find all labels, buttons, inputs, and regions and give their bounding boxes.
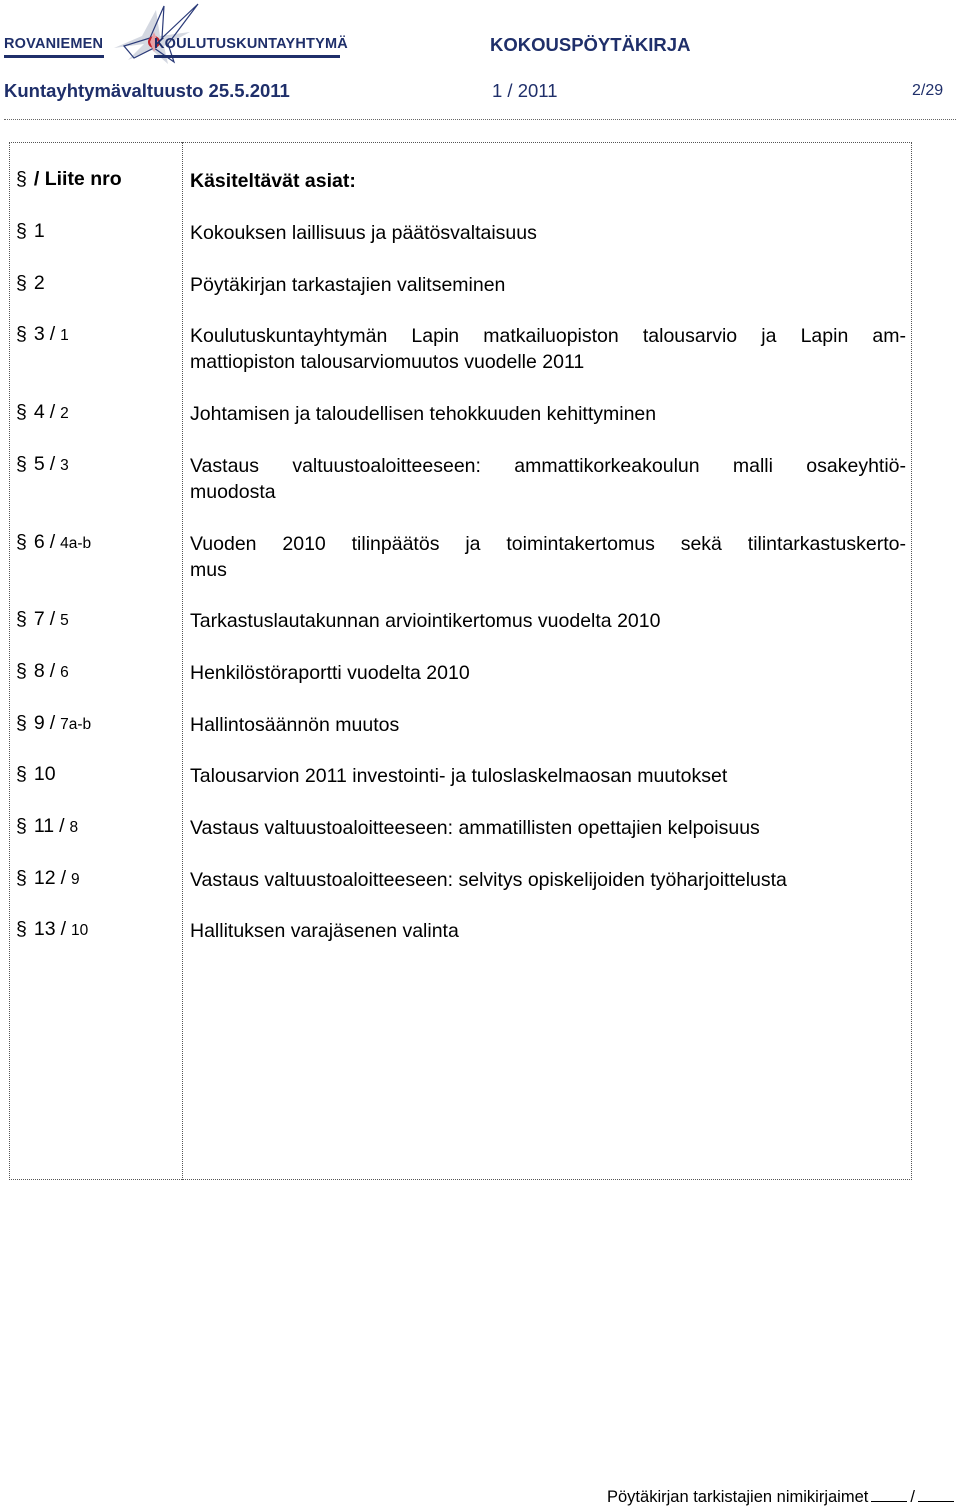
number-separator: / [60, 918, 66, 940]
agenda-item-number [16, 220, 45, 243]
section-number: 12 [33, 867, 56, 889]
section-symbol-icon: § [16, 867, 27, 889]
section-number: 10 [33, 763, 56, 785]
agenda-item-number [16, 660, 69, 683]
title-line: mattiopiston talousarviomuutos vuodelle 2011 [190, 351, 585, 373]
agenda-item-number [16, 763, 56, 786]
agenda-item-number [16, 712, 91, 735]
page-number: 2/29 [912, 82, 944, 99]
agenda-item-title [190, 272, 906, 298]
agenda-item-title [190, 867, 906, 893]
number-separator: / [49, 531, 56, 553]
agenda-item-title [190, 323, 906, 375]
logo-underline-right [154, 55, 340, 58]
agenda-column-divider [182, 142, 183, 1180]
agenda-item-title [190, 531, 906, 583]
attachment-number: 10 [70, 922, 89, 939]
attachment-number: 5 [60, 612, 69, 629]
number-separator: / [49, 401, 56, 423]
title-line: Vastaus valtuustoaloitteeseen: selvitys opiskelijoiden työharjoittelusta [190, 869, 787, 891]
number-separator: / [49, 608, 56, 630]
document-header [0, 0, 960, 120]
number-separator: / [49, 323, 56, 345]
agenda-item-title [190, 712, 906, 738]
section-symbol-icon: § [16, 712, 27, 734]
header-divider [4, 119, 956, 120]
footer-initials [607, 1487, 957, 1507]
number-separator: / [60, 867, 66, 889]
section-number: 5 [33, 453, 45, 475]
section-number: 2 [33, 272, 45, 294]
agenda-item-number [16, 815, 78, 838]
agenda-item-title [190, 918, 906, 944]
attachment-number: 9 [70, 871, 80, 888]
agenda-item-number [16, 867, 80, 890]
organization-logo [4, 2, 348, 66]
document-number: 1 / 2011 [492, 80, 558, 101]
number-column-label: / Liite nro [33, 168, 122, 190]
agenda-item-title [190, 763, 906, 789]
logo-word-rovaniemen: ROVANIEMEN [4, 36, 104, 52]
title-line: muodosta [190, 481, 276, 503]
section-number: 3 [33, 323, 45, 345]
title-line: Henkilöstöraportti vuodelta 2010 [190, 662, 470, 684]
section-number: 9 [33, 712, 45, 734]
section-number: 4 [33, 401, 45, 423]
section-symbol-icon: § [16, 453, 27, 475]
section-number: 7 [33, 608, 45, 630]
number-separator: / [49, 453, 56, 475]
title-line: Johtamisen ja taloudellisen tehokkuuden kehittyminen [190, 403, 657, 425]
meeting-name: Kuntayhtymävaltuusto 25.5.2011 [4, 80, 290, 101]
agenda-item-title [190, 608, 906, 634]
attachment-number: 1 [60, 327, 69, 344]
agenda-item-title [190, 660, 906, 686]
agenda-item-number [16, 531, 91, 554]
agenda-item-number [16, 918, 88, 941]
logo-underline-left [4, 55, 104, 58]
section-number: 13 [33, 918, 56, 940]
initials-blank-1[interactable] [871, 1487, 907, 1502]
footer-separator: / [910, 1488, 915, 1506]
number-separator: / [49, 712, 56, 734]
section-number: 1 [33, 220, 45, 242]
footer-label: Pöytäkirjan tarkistajien nimikirjaimet [607, 1488, 869, 1506]
agenda-item-title [190, 453, 906, 505]
number-separator: / [49, 660, 56, 682]
section-number: 11 [33, 815, 55, 837]
agenda-item-title [190, 401, 906, 427]
title-line: Vastaus valtuustoaloitteeseen: ammattikorkeakoulun malli osakeyhtiö- [190, 455, 906, 477]
section-symbol-icon: § [16, 531, 27, 553]
attachment-number: 7a-b [60, 716, 92, 733]
title-line: Kokouksen laillisuus ja päätösvaltaisuus [190, 222, 537, 244]
agenda-item-number [16, 323, 69, 346]
initials-blank-2[interactable] [918, 1487, 954, 1502]
attachment-number: 8 [69, 819, 79, 836]
agenda-item-number [16, 453, 69, 476]
section-symbol-icon: § [16, 815, 27, 837]
title-line: Tarkastuslautakunnan arviointikertomus vuodelta 2010 [190, 610, 661, 632]
attachment-number: 6 [60, 664, 69, 681]
agenda-item-title [190, 220, 906, 246]
section-symbol-icon: § [16, 323, 27, 345]
section-symbol-icon: § [16, 660, 27, 682]
attachment-number: 2 [60, 405, 69, 422]
agenda-item-number [16, 272, 45, 295]
section-number: 8 [33, 660, 45, 682]
title-line: Koulutuskuntayhtymän Lapin matkailuopiston talousarvio ja Lapin am- [190, 325, 906, 347]
title-line: Vuoden 2010 tilinpäätös ja toimintakertomus sekä tilintarkastuskerto- [190, 533, 906, 555]
attachment-number: 3 [60, 457, 69, 474]
section-symbol-icon: § [16, 220, 27, 242]
number-separator: / [59, 815, 65, 837]
section-symbol-icon: § [16, 168, 27, 190]
section-symbol-icon: § [16, 608, 27, 630]
document-type: KOKOUSPÖYTÄKIRJA [490, 34, 691, 55]
title-line: Vastaus valtuustoaloitteeseen: ammatillisten opettajien kelpoisuus [190, 817, 760, 839]
section-symbol-icon: § [16, 272, 27, 294]
agenda-number-header [16, 168, 122, 191]
title-line: Hallituksen varajäsenen valinta [190, 920, 459, 942]
section-symbol-icon: § [16, 918, 27, 940]
title-line: Hallintosäännön muutos [190, 714, 400, 736]
title-column-label: Käsiteltävät asiat: [190, 170, 356, 192]
title-line: mus [190, 559, 227, 581]
title-line: Pöytäkirjan tarkastajien valitseminen [190, 274, 506, 296]
section-symbol-icon: § [16, 763, 27, 785]
agenda-item-title [190, 815, 906, 841]
attachment-number: 4a-b [60, 535, 92, 552]
agenda-item-number [16, 608, 69, 631]
logo-word-koulutuskuntayhtyma: KOULUTUSKUNTAYHTYMÄ [154, 36, 348, 52]
section-number: 6 [33, 531, 45, 553]
section-symbol-icon: § [16, 401, 27, 423]
title-line: Talousarvion 2011 investointi- ja tuloslaskelmaosan muutokset [190, 765, 728, 787]
agenda-item-number [16, 401, 69, 424]
